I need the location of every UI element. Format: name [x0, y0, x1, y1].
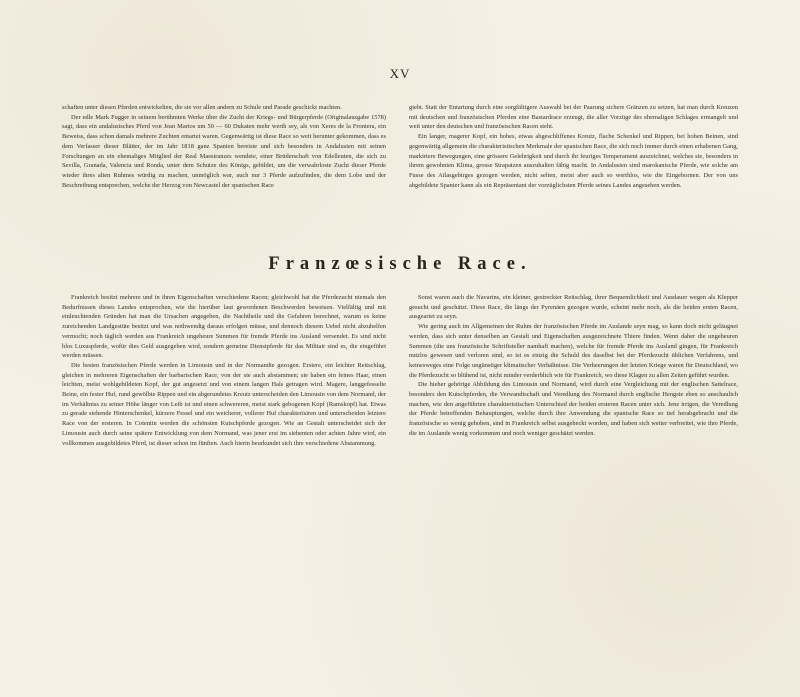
paragraph: Die besten französischen Pferde werden in Limousin und in der Normandie gezogen. Erstere, ein leichter Reitschlag, gleichen in mehreren Eigenschaften der barbarischen Race, von der sie auch abstammen; sie haben ein feines Haar, einen leichten, meist wohlgebildeten Kopf, der gut angesetzt und von einem langen Hals getragen wird. Magere, langgefesselte Beine, ein fester Huf, rund gewölbte Rippen und ein abgerundetes Kreutz unterscheiden den Limousin von dem Normand, der im Verhältniss zu seiner Höhe länger von Leib ist und einen schwereren, meist stark gebogenen Kopf (Ramskopf) hat. Etwas zu gerade stehende Hinterschenkel, kürzere Fessel und ein weicherer, vollerer Huf charakterisiren und unterscheiden letztere Race von der ersteren. In Cotentin werden die schönsten Kutschpferde gezogen. Wie an Gestalt unterscheidet sich der Limousin auch durch seine spätere Entwicklung von dem Normand, was jener erst im siebenten oder achten Jahre wird, ein vollkommen ausgebildetes Pferd, ist dieser schon im fünften. Auch hierin beurkundet sich ihre verschiedene Abstammung. [62, 361, 386, 447]
paragraph: Der edle Mark Fugger in seinem berühmten Werke über die Zucht der Kriegs- und Bürgerpferde (Originalausgabe 1578) sagt, dass ein andalusisches Pferd von Jean Martos um 50 — 60 Dukaten mehr werth sey, als von Xeres de la Frontera, ein Beweiss, dass schon damals mehrere Zuchten entartet waren. Gegenwärtig ist diese Race so weit herunter gekommen, dass es dem Verfasser dieser Blätter, der im Jahr 1818 ganz Spanien bereiste und sich besonders in Andalusien mit seinen Forschungen an ein ehemaliges Mitglied der Real Maestranzes wendete, einer Brüderschaft von Edelleuten, die sich zu Sevilla, Granada, Valencia und Ronda, unter dem Schutze des Königs, gebildet, um die verwahrloste Zucht dieser Pferde wieder ihres alten Ruhmes würdig zu machen, unmöglich war, auch nur 3 Pferde aufzufinden, die dem Lobe und der Beschreibung entsprechen, welche der Herzog von Newcastel der spanischen Race [62, 113, 386, 189]
paragraph: giebt. Statt der Entartung durch eine sorgfältigere Auswahl bei der Paarung sichere Gränzen zu setzen, hat man durch Kreuzen mit deutschen und französischen Pferden eine Bastardrace erzeugt, die aller Vorzüge des ehemaligen Schlages ermangelt und weit unter den deutschen und französischen Racen steht. [409, 104, 738, 131]
paragraph: schaften unter diesen Pferden entwickelten, die sie vor allen andern zu Schule und Parade geschickt machten. [62, 104, 342, 111]
top-right-column [409, 103, 738, 190]
page-number: XV [389, 66, 411, 81]
bottom-left-column [62, 293, 386, 448]
bottom-right-column [409, 293, 738, 439]
paragraph: Die hieher gehörige Abbildung des Limousin und Normand, wird durch eine Vergleichung mit der englischen Sattelrace, besonders den Kutschpferden, die Verwandtschaft und Veredlung des Normand durch englische Hengste eben so anschaulich machen, wie den angeführten charakteristischen Unterschied der beiden ersteren Racen unter sich. Jene irrigen, die Veredlung der Pferde betreffenden Behauptungen, welche durch ihre Anwendung die spanische Race so tief herabgebracht und die französische so wenig gehoben, sind in Frankreich selbst ausgeheckt worden, und haben sich weiter verbreitet, wie ihre Pferde, die im Auslande wenig vorkommen und noch weniger geschätzt werden. [409, 381, 738, 437]
top-left-column [62, 103, 386, 190]
paragraph: Ein langer, magerer Kopf, ein hohes, etwas abgeschliffenes Kreutz, flache Schenkel und Rippen, bei hohen Beinen, sind gegenwärtig allgemein die charakteristischen Merkmale der spanischen Race, die sich noch immer durch einen erhabenen Gang, markirtere Bewegungen, eine grössere Gelehrigkeit und durch ihr feuriges Temperament auszeichnet, welches sie, besonders in ihrem gewohnten Klima, grosse Strapatzen auszuhalten fähig macht. In Andalusien sind marokanische Pferde, wie solche am Fusse des Atlasgebirges gezogen werden, nicht selten, meist aber auch so werthlos, wie die Eingebornen. Der von uns abgebildete Spanier kann als ein Repräsentant der vorzüglichsten Pferde seines Landes angesehen werden. [409, 133, 738, 189]
paragraph: Sonst waren auch die Navarins, ein kleiner, gestreckter Reitschlag, ihrer Bequemlichkeit und Ausdauer wegen als Klepper gesucht und geschätzt. Diese Race, die längs der Pyrenäen gezogen wurde, scheint mehr noch, als die beiden ersten Racen, ausgeartet zu seyn. [409, 294, 738, 321]
paragraph: Frankreich besitzt mehrere und in ihren Eigenschaften verschiedene Racen; gleichwohl hat die Pferdezucht niemals den Bedurfnissen dieses Landes entsprochen, wie die hierüber laut gewordenen Beschwerden beweisen. Vielfältig und mit einleuchtenden Gründen hat man die Ursachen angegeben, die Nachtheile und die Gefahren berechnet, warum es keine zureichenden Landgestüte besitzt und was nothwendig daraus erfolgen müsse, und dennoch diesem Uebel nicht abzuhelfen vermocht; noch täglich werden aus Frankreich ungeheure Summen für fremde Pferde ins Ausland versendet. Es sind nicht blos Luxuspferde, wofür dies Geld ausgegeben wird, sondern gemeine Dienstpferde für das Militair sind es, die eingeführt werden müssen. [62, 294, 386, 360]
paragraph: Wie gering auch im Allgemeinen der Ruhm der französischen Pferde im Auslande seyn mag, so kann doch nicht geläugnet werden, dass sich unter denselben an Gestalt und Eigenschaften ausgezeichnete Thiere finden. Wenn daher die ungeheuren Summen (die uns französische Schriftsteller namhaft machen), welche für fremde Pferde ins Ausland gingen, für Frankreich nutzlos gewesen und verloren sind, so ist es einzig die Schuld des daselbst bei der Pferdezucht üblichen Verfahrens, und keinesweges eine Folge ungünstiger klimatischer Verhältnisse. Die Verheerungen der letzten Kriege waren für Deutschland, wo die Pferdezucht so blühend ist, nicht minder verderblich wie für Frankreich, wo diese Klagen zu allen Zeiten geführt wurden. [409, 323, 738, 379]
section-title: Franzœsische Race. [268, 254, 532, 274]
